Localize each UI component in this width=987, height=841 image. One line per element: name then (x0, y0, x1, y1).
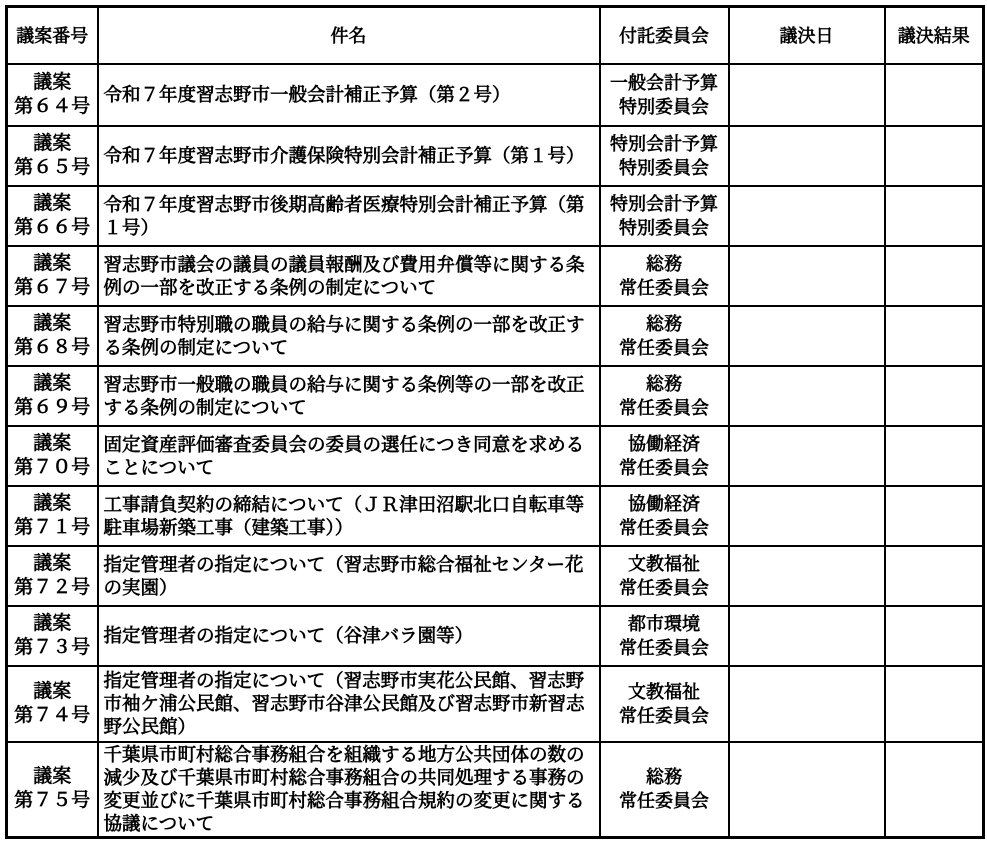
committee-line1: 特別会計予算 (610, 193, 718, 214)
bill-number-value: 第６７号 (14, 276, 91, 298)
vote-date-cell (729, 366, 885, 426)
committee-line1: 協働経済 (628, 433, 700, 454)
vote-result-cell (885, 126, 984, 186)
bill-number-prefix: 議案 (33, 552, 72, 574)
vote-date-cell (729, 426, 885, 486)
committee-cell (600, 426, 729, 486)
committee-cell (600, 126, 729, 186)
bill-title-cell: 千葉県市町村総合事務組合を組織する地方公共団体の数の減少及び千葉県市町村総合事務組合の共同処理する事務の変更並びに千葉県市町村総合事務組合規約の変更に関する協議について (98, 742, 600, 838)
bill-number-cell (7, 64, 98, 126)
committee-line1: 文教福祉 (628, 553, 700, 574)
vote-date-cell (729, 486, 885, 546)
vote-date-cell (729, 126, 885, 186)
vote-result-cell (885, 366, 984, 426)
bill-title-cell: 固定資産評価審査委員会の委員の選任につき同意を求めることについて (98, 426, 600, 486)
bill-number-value: 第６４号 (14, 95, 91, 117)
header-vote-date: 議決日 (729, 7, 885, 64)
vote-result-cell (885, 606, 984, 666)
bill-number-value: 第６５号 (14, 156, 91, 178)
committee-line2: 常任委員会 (619, 791, 709, 812)
bill-number-cell (7, 366, 98, 426)
vote-result-cell (885, 486, 984, 546)
bill-number-value: 第６８号 (14, 336, 91, 358)
bill-number-prefix: 議案 (33, 492, 72, 514)
bill-title-cell: 習志野市特別職の職員の給与に関する条例の一部を改正する条例の制定について (98, 306, 600, 366)
committee-line1: 総務 (646, 313, 682, 334)
vote-result-cell (885, 64, 984, 126)
committee-line2: 常任委員会 (619, 337, 709, 358)
committee-line2: 特別委員会 (619, 217, 709, 238)
bill-number-prefix: 議案 (33, 192, 72, 214)
committee-line1: 総務 (646, 767, 682, 788)
committee-cell (600, 486, 729, 546)
committee-line1: 総務 (646, 253, 682, 274)
bill-number-prefix: 議案 (33, 312, 72, 334)
committee-cell (600, 186, 729, 246)
vote-date-cell (729, 246, 885, 306)
committee-cell (600, 366, 729, 426)
committee-line2: 常任委員会 (619, 457, 709, 478)
bill-title-cell: 指定管理者の指定について（谷津バラ園等） (98, 606, 600, 666)
vote-result-cell (885, 306, 984, 366)
vote-date-cell (729, 306, 885, 366)
bill-number-prefix: 議案 (33, 612, 72, 634)
bill-number-cell (7, 606, 98, 666)
vote-date-cell (729, 742, 885, 838)
vote-result-cell (885, 246, 984, 306)
table-row (7, 64, 984, 126)
bill-title-cell: 令和７年度習志野市一般会計補正予算（第２号） (98, 64, 600, 126)
agenda-table (5, 5, 985, 839)
bill-number-value: 第７４号 (14, 704, 91, 726)
vote-date-cell (729, 666, 885, 742)
committee-line2: 特別委員会 (619, 157, 709, 178)
vote-date-cell (729, 606, 885, 666)
bill-title-cell: 指定管理者の指定について（習志野市総合福祉センター花の実園） (98, 546, 600, 606)
bill-title-cell: 令和７年度習志野市介護保険特別会計補正予算（第１号） (98, 126, 600, 186)
bill-number-prefix: 議案 (33, 372, 72, 394)
bill-number-prefix: 議案 (33, 680, 72, 702)
bill-title-cell: 習志野市議会の議員の議員報酬及び費用弁償等に関する条例の一部を改正する条例の制定について (98, 246, 600, 306)
committee-line1: 都市環境 (628, 613, 700, 634)
table-row (7, 426, 984, 486)
bill-number-prefix: 議案 (33, 432, 72, 454)
table-row (7, 126, 984, 186)
bill-number-value: 第７５号 (14, 790, 91, 812)
table-row (7, 742, 984, 838)
header-title: 件名 (98, 7, 600, 64)
bill-number-value: 第７３号 (14, 636, 91, 658)
committee-cell (600, 606, 729, 666)
vote-date-cell (729, 64, 885, 126)
vote-result-cell (885, 742, 984, 838)
bill-title-cell: 令和７年度習志野市後期高齢者医療特別会計補正予算（第１号） (98, 186, 600, 246)
committee-cell (600, 306, 729, 366)
vote-result-cell (885, 546, 984, 606)
vote-date-cell (729, 186, 885, 246)
bill-title-cell: 習志野市一般職の職員の給与に関する条例等の一部を改正する条例の制定について (98, 366, 600, 426)
header-committee: 付託委員会 (600, 7, 729, 64)
bill-number-cell (7, 306, 98, 366)
committee-cell (600, 246, 729, 306)
bill-number-value: 第６６号 (14, 216, 91, 238)
bill-number-value: 第７２号 (14, 576, 91, 598)
committee-line1: 総務 (646, 373, 682, 394)
committee-cell (600, 546, 729, 606)
header-vote-result: 議決結果 (885, 7, 984, 64)
bill-number-cell (7, 546, 98, 606)
bill-number-cell (7, 426, 98, 486)
committee-cell (600, 64, 729, 126)
vote-result-cell (885, 426, 984, 486)
bill-number-cell (7, 126, 98, 186)
bill-number-prefix: 議案 (33, 252, 72, 274)
committee-line2: 常任委員会 (619, 637, 709, 658)
bill-number-cell (7, 186, 98, 246)
table-row (7, 606, 984, 666)
bill-number-cell (7, 742, 98, 838)
bill-number-cell (7, 246, 98, 306)
bill-number-cell (7, 666, 98, 742)
committee-line2: 常任委員会 (619, 277, 709, 298)
bill-title-cell: 指定管理者の指定について（習志野市実花公民館、習志野市袖ケ浦公民館、習志野市谷津公民館及び習志野市新習志野公民館） (98, 666, 600, 742)
committee-line2: 常任委員会 (619, 397, 709, 418)
table-row (7, 246, 984, 306)
document-page (5, 5, 982, 836)
committee-line1: 一般会計予算 (610, 72, 718, 93)
table-row (7, 186, 984, 246)
header-bill-number: 議案番号 (7, 7, 98, 64)
vote-result-cell (885, 186, 984, 246)
table-row (7, 486, 984, 546)
committee-line1: 文教福祉 (628, 681, 700, 702)
bill-number-prefix: 議案 (33, 132, 72, 154)
committee-line2: 常任委員会 (619, 705, 709, 726)
table-row (7, 366, 984, 426)
bill-number-cell (7, 486, 98, 546)
committee-cell (600, 666, 729, 742)
vote-date-cell (729, 546, 885, 606)
committee-line2: 特別委員会 (619, 96, 709, 117)
table-row (7, 666, 984, 742)
header-row (7, 7, 984, 64)
committee-line1: 特別会計予算 (610, 133, 718, 154)
committee-line1: 協働経済 (628, 493, 700, 514)
committee-line2: 常任委員会 (619, 517, 709, 538)
table-row (7, 306, 984, 366)
committee-cell (600, 742, 729, 838)
vote-result-cell (885, 666, 984, 742)
bill-number-value: 第７０号 (14, 456, 91, 478)
bill-number-prefix: 議案 (33, 71, 72, 93)
bill-number-value: 第７１号 (14, 516, 91, 538)
table-row (7, 546, 984, 606)
committee-line2: 常任委員会 (619, 577, 709, 598)
bill-number-value: 第６９号 (14, 396, 91, 418)
bill-number-prefix: 議案 (33, 766, 72, 788)
bill-title-cell: 工事請負契約の締結について（ＪＲ津田沼駅北口自転車等駐車場新築工事（建築工事）） (98, 486, 600, 546)
